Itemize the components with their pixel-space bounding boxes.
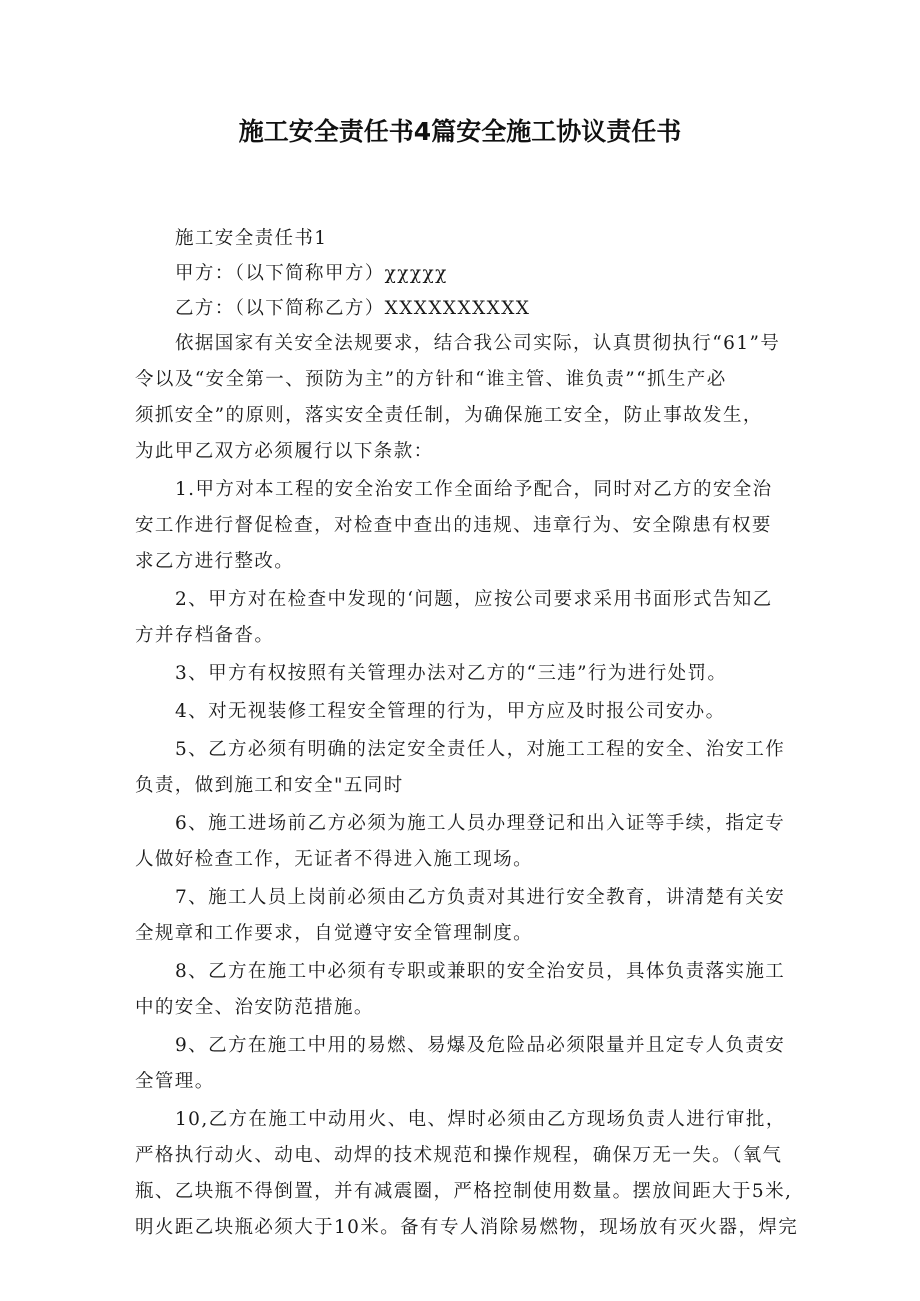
clause-line: 明火距乙块瓶必须大于10米。备有专人消除易燃物，现场放有灭火器，焊完	[135, 1217, 799, 1238]
clause-line: 瓶、乙块瓶不得倒置，并有减震圈，严格控制使用数量。摆放间距大于5米,	[135, 1181, 793, 1202]
party-a-line: 甲方：（以下简称甲方）χχχχχ	[175, 263, 448, 284]
clause-line: 安工作进行督促检查，对检查中查出的违规、违章行为、安全隙患有权要	[135, 515, 772, 536]
clause-line: 9、乙方在施工中用的易燃、易爆及危险品必须限量并且定专人负责安	[175, 1035, 786, 1056]
clause-line: 10,乙方在施工中动用火、电、焊时必须由乙方现场负责人进行审批，	[175, 1109, 786, 1130]
clause-3	[135, 656, 795, 692]
clause-line: 1.甲方对本工程的安全治安工作全面给予配合，同时对乙方的安全治	[175, 479, 773, 500]
clause-line: 严格执行动火、动电、动焊的技术规范和操作规程，确保万无一失。（氧气	[135, 1145, 783, 1166]
intro-paragraph	[135, 326, 795, 470]
clause-line: 中的安全、治安防范措施。	[135, 997, 374, 1018]
clause-2	[135, 582, 795, 654]
clause-4	[135, 694, 795, 730]
clause-line: 人做好检查工作，无证者不得进入施工现场。	[135, 849, 534, 870]
clause-9	[135, 1028, 795, 1100]
clause-line: 方并存档备沓。	[135, 625, 275, 646]
clause-line: 5、乙方必须有明确的法定安全责任人，对施工工程的安全、治安工作	[175, 739, 786, 760]
clause-line: 4、对无视装修工程安全管理的行为，甲方应及时报公司安办。	[175, 701, 726, 722]
clause-line: 负责，做到施工和安全"五同时	[135, 775, 404, 796]
clause-line: 全规章和工作要求，自觉遵守安全管理制度。	[135, 923, 534, 944]
document-body	[135, 221, 799, 1248]
intro-line: 依据国家有关安全法规要求，结合我公司实际，认真贯彻执行“61”号	[175, 333, 781, 354]
clause-10	[135, 1102, 799, 1246]
section-heading: 施工安全责任书1	[175, 228, 328, 249]
clause-6	[135, 806, 795, 878]
clause-line: 8、乙方在施工中必须有专职或兼职的安全治安员，具体负责落实施工	[175, 961, 786, 982]
document-title: 施工安全责任书4篇安全施工协议责任书	[238, 117, 682, 146]
clause-8	[135, 954, 795, 1026]
intro-line: 为此甲乙双方必须履行以下条款：	[135, 441, 434, 462]
clause-line: 6、施工进场前乙方必须为施工人员办理登记和出入证等手续，指定专	[175, 813, 786, 834]
clause-line: 2、甲方对在检查中发现的‘问题，应按公司要求采用书面形式告知乙	[175, 589, 773, 610]
clause-line: 3、甲方有权按照有关管理办法对乙方的“三违”行为进行处罚。	[175, 663, 728, 684]
intro-line: 令以及“安全第一、预防为主”的方针和“谁主管、谁负责”“抓生产必	[135, 369, 727, 390]
clause-7	[135, 880, 795, 952]
intro-line: 须抓安全”的原则，落实安全责任制，为确保施工安全，防止事故发生，	[135, 405, 763, 426]
clause-5	[135, 732, 795, 804]
party-b-line: 乙方：（以下简称乙方）XXXXXXXXXX	[175, 298, 531, 319]
clause-line: 7、施工人员上岗前必须由乙方负责对其进行安全教育，讲清楚有关安	[175, 887, 786, 908]
clause-1	[135, 472, 795, 580]
clause-line: 全管理。	[135, 1071, 215, 1092]
clause-line: 求乙方进行整改。	[135, 551, 295, 572]
